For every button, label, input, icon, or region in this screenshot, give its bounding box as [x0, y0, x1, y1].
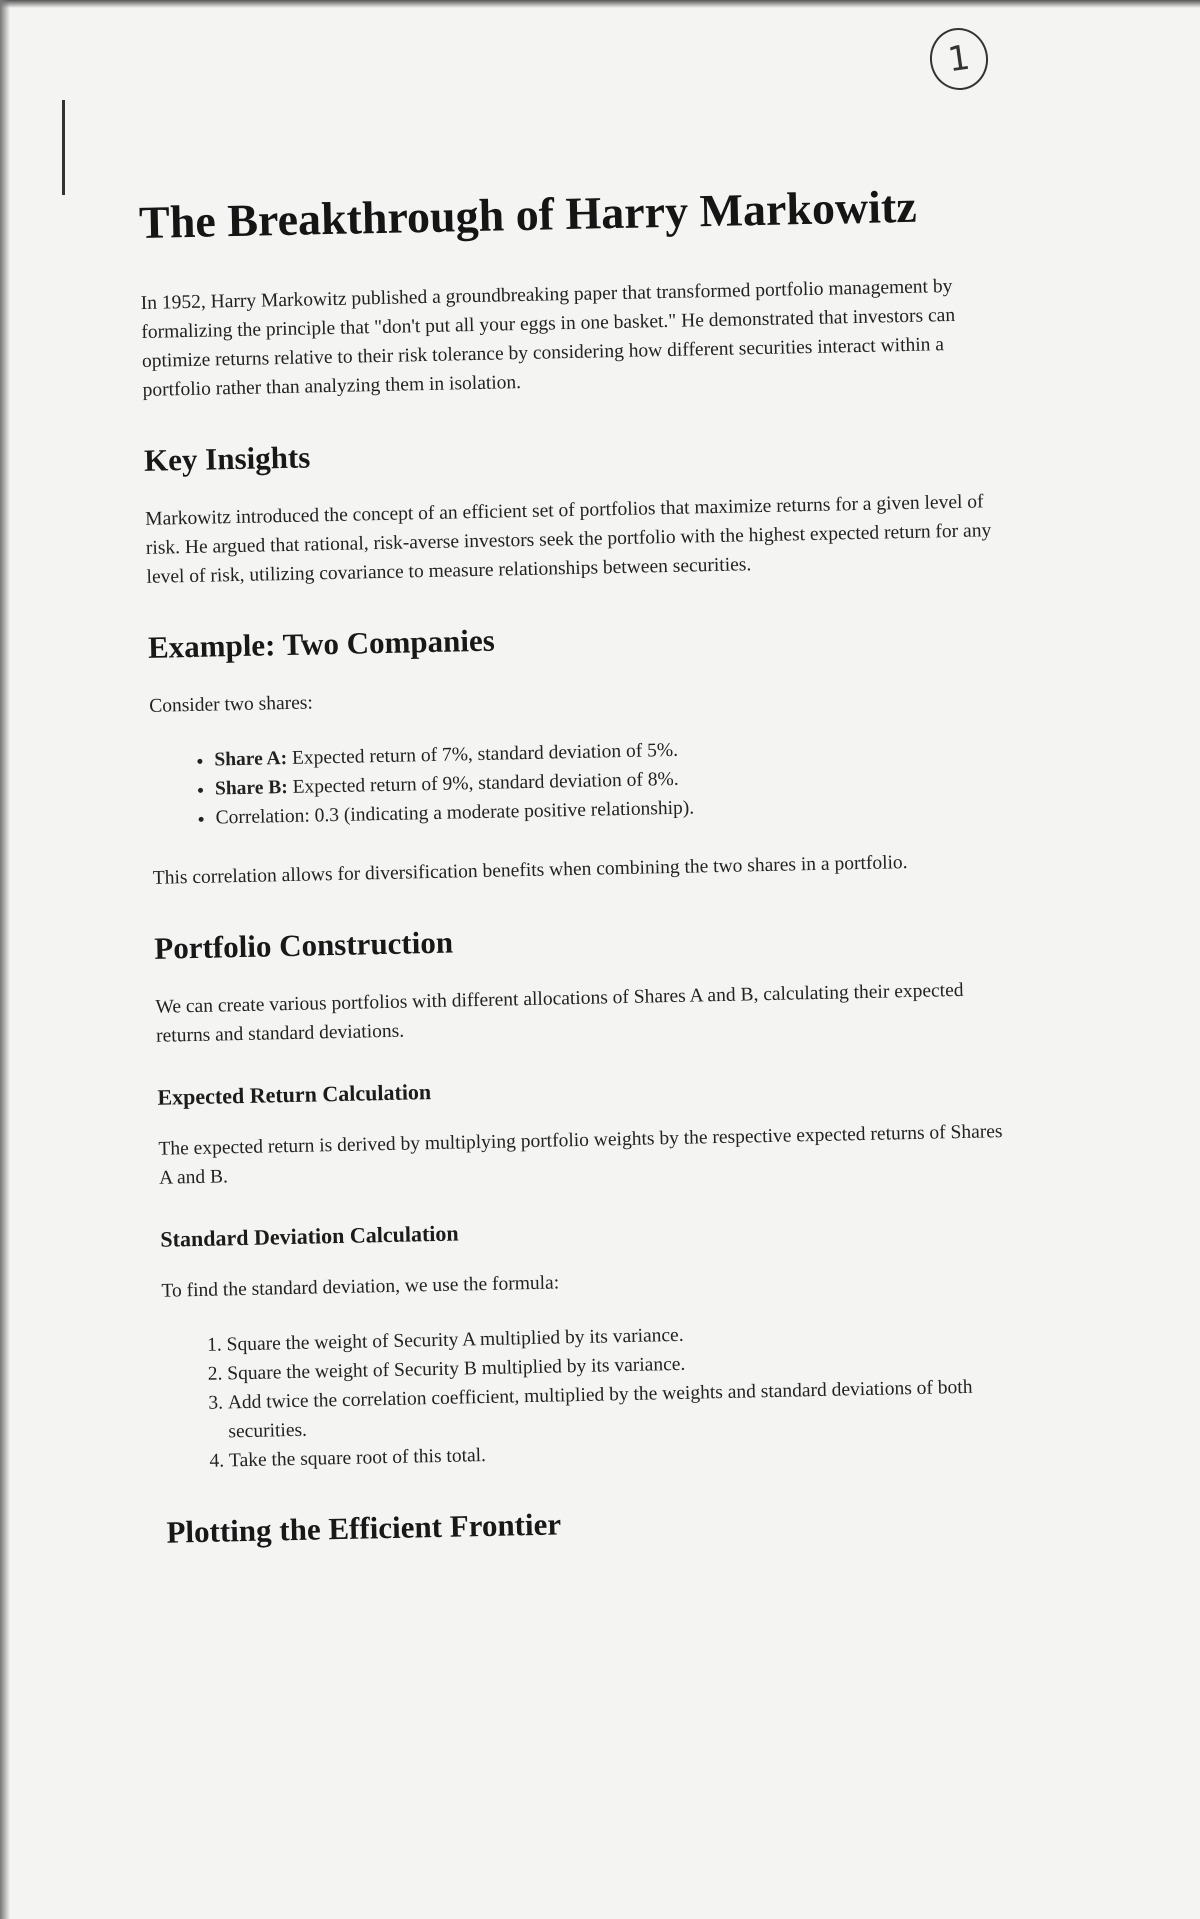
list-item: 3. Add twice the correlation coefficient, multiplied by the weights and standard deviations of both securities.: [228, 1372, 1025, 1447]
example-outro: This correlation allows for diversification benefits when combining the two shares in a portfolio.: [152, 852, 908, 889]
portfolio-heading: Portfolio Construction: [153, 924, 454, 966]
shares-list: [150, 729, 1012, 834]
example-intro: Consider two shares:: [149, 692, 313, 717]
std-dev-heading: Standard Deviation Calculation: [160, 1220, 459, 1252]
frontier-heading: Plotting the Efficient Frontier: [166, 1506, 562, 1550]
margin-mark: [62, 100, 65, 195]
list-item: 2. Square the weight of Security B multiplied by its variance.: [227, 1343, 1023, 1389]
std-dev-intro: To find the standard deviation, we use the formula:: [161, 1272, 560, 1302]
list-item: 1. Square the weight of Security A multiplied by its variance.: [226, 1314, 1022, 1360]
expected-return-heading: Expected Return Calculation: [157, 1079, 432, 1110]
scan-top-edge: [0, 0, 1200, 8]
key-insights-paragraph: Markowitz introduced the concept of an efficient set of portfolios that maximize returns for a given level of risk. He argued that rational, risk-averse investors seek the portfolio with the highest expected return for any level of risk, utilizing covariance to measure relationships between securities.: [145, 491, 992, 588]
share-b-text: Expected return of 9%, standard deviation of 8%.: [287, 768, 679, 798]
page-title: The Breakthrough of Harry Markowitz: [138, 180, 918, 248]
scan-left-edge: [0, 0, 10, 1919]
std-dev-steps: [162, 1314, 1025, 1477]
share-a-text: Expected return of 7%, standard deviation of 5%.: [286, 739, 679, 770]
example-heading: Example: Two Companies: [147, 622, 496, 665]
document-content: [138, 152, 1027, 1577]
list-item: 4. Take the square root of this total.: [229, 1430, 1025, 1476]
key-insights-heading: Key Insights: [143, 439, 311, 478]
share-a-label: Share A:: [214, 748, 288, 771]
correlation-text: Correlation: 0.3 (indicating a moderate positive relationship).: [215, 797, 695, 829]
expected-return-paragraph: The expected return is derived by multiplying portfolio weights by the respective expected returns of Shares A and B.: [158, 1121, 1003, 1189]
page-number-circle: 1: [926, 24, 992, 93]
share-b-label: Share B:: [214, 777, 288, 800]
intro-paragraph: In 1952, Harry Markowitz published a groundbreaking paper that transformed portfolio management by formalizing the principle that "don't put all your eggs in one basket." He demonstrated that investors can optimize returns relative to their risk tolerance by considering how different securities interact within a portfolio rather than analyzing them in isolation.: [140, 275, 956, 401]
portfolio-paragraph: We can create various portfolios with different allocations of Shares A and B, calculating their expected returns and standard deviations.: [155, 979, 964, 1047]
